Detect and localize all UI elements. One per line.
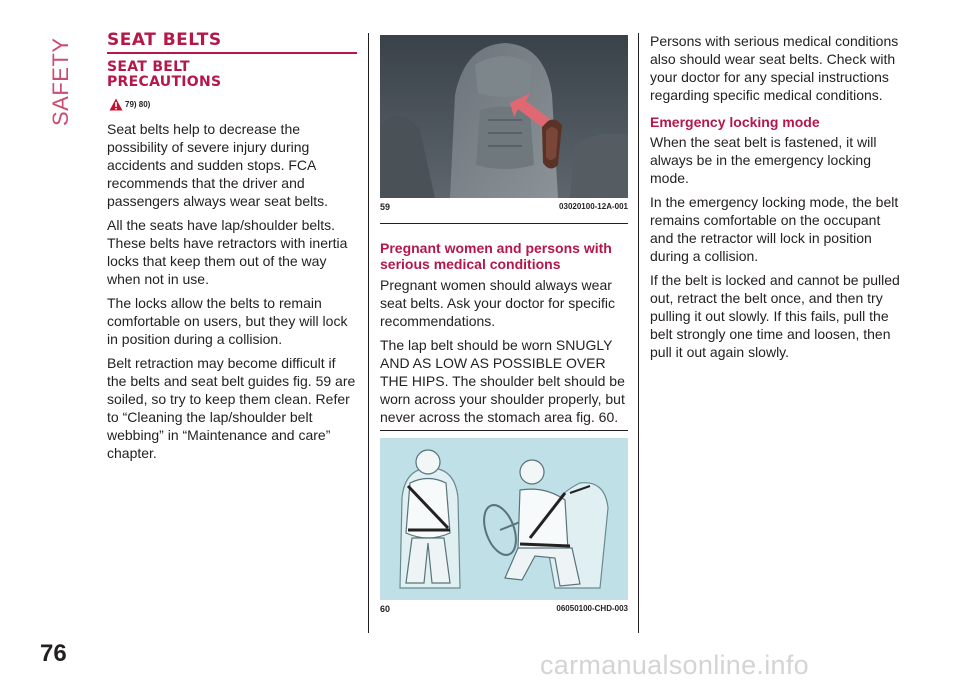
paragraph: All the seats have lap/shoulder belts. These belts have retractors with inertia locks that keep them out of the way when not in use. (107, 217, 348, 287)
figure-59-number: 59 (380, 202, 391, 212)
warning-reference (109, 98, 150, 111)
paragraph: In the emergency locking mode, the belt remains comfortable on the occupant and the retractor will lock in position during a collision. (650, 194, 899, 264)
col2-text (380, 240, 628, 426)
paragraph: The locks allow the belts to remain comfortable on users, but they will lock in position during a collision. (107, 295, 348, 347)
figure-59-code: 03020100-12A-001 (559, 202, 628, 211)
paragraph: Pregnant women should always wear seat belts. Ask your doctor for specific recommendations. (380, 277, 615, 329)
figure-60-code: 06050100-CHD-003 (556, 604, 628, 613)
figure-60-rule (380, 430, 628, 431)
subsection-title-line2: PRECAUTIONS (107, 74, 222, 90)
side-chapter-label-text: SAFETY (48, 37, 73, 126)
paragraph: Seat belts help to decrease the possibility of severe injury during accidents and sudden stops. FCA recommends that the driver and passengers always wear seat belts. (107, 121, 328, 209)
warning-triangle-icon (109, 98, 123, 111)
paragraph: Persons with serious medical conditions also should wear seat belts. Check with your doctor for any special instructions regarding specific medical conditions. (650, 33, 899, 103)
page-number: 76 (40, 640, 67, 667)
column-divider-right (638, 33, 639, 633)
figure-60-number: 60 (380, 604, 391, 614)
figure-60 (380, 438, 628, 614)
paragraph: When the seat belt is fastened, it will always be in the emergency locking mode. (650, 134, 877, 186)
subsection-title (107, 60, 357, 90)
section-title: SEAT BELTS (107, 30, 357, 54)
pregnant-heading: Pregnant women and persons with serious medical conditions (380, 240, 612, 272)
paragraph: Belt retraction may become difficult if the belts and seat belt guides fig. 59 are soiled, so try to keep them clean. Refer to “Cleaning the lap/shoulder belt webbing” in “Maintenance and care” chapter. (107, 355, 356, 461)
figure-59 (380, 35, 628, 212)
figure-59-image (380, 35, 628, 198)
paragraph: The lap belt should be worn SNUGLY AND AS LOW AS POSSIBLE OVER THE HIPS. The shoulder belt should be worn across your shoulder properly, but never across the stomach area fig. 60. (380, 337, 625, 425)
side-chapter-label (48, 30, 73, 130)
warning-reference-numbers: 79) 80) (125, 100, 151, 109)
figure-59-rule (380, 223, 628, 224)
watermark: carmanualsonline.info (540, 650, 809, 680)
figure-60-image (380, 438, 628, 600)
subsection-title-line1: SEAT BELT (107, 59, 190, 75)
paragraph: If the belt is locked and cannot be pulled out, retract the belt once, and then try pulling it out slowly. If this fails, pull the belt strongly one time and loosen, then pull it out again slowly. (650, 272, 900, 360)
col1-text (107, 120, 357, 462)
figure-60-caption (380, 604, 628, 614)
figure-59-caption (380, 202, 628, 212)
emergency-heading: Emergency locking mode (650, 114, 820, 130)
col3-text (650, 32, 900, 361)
column-divider-left (368, 33, 369, 633)
